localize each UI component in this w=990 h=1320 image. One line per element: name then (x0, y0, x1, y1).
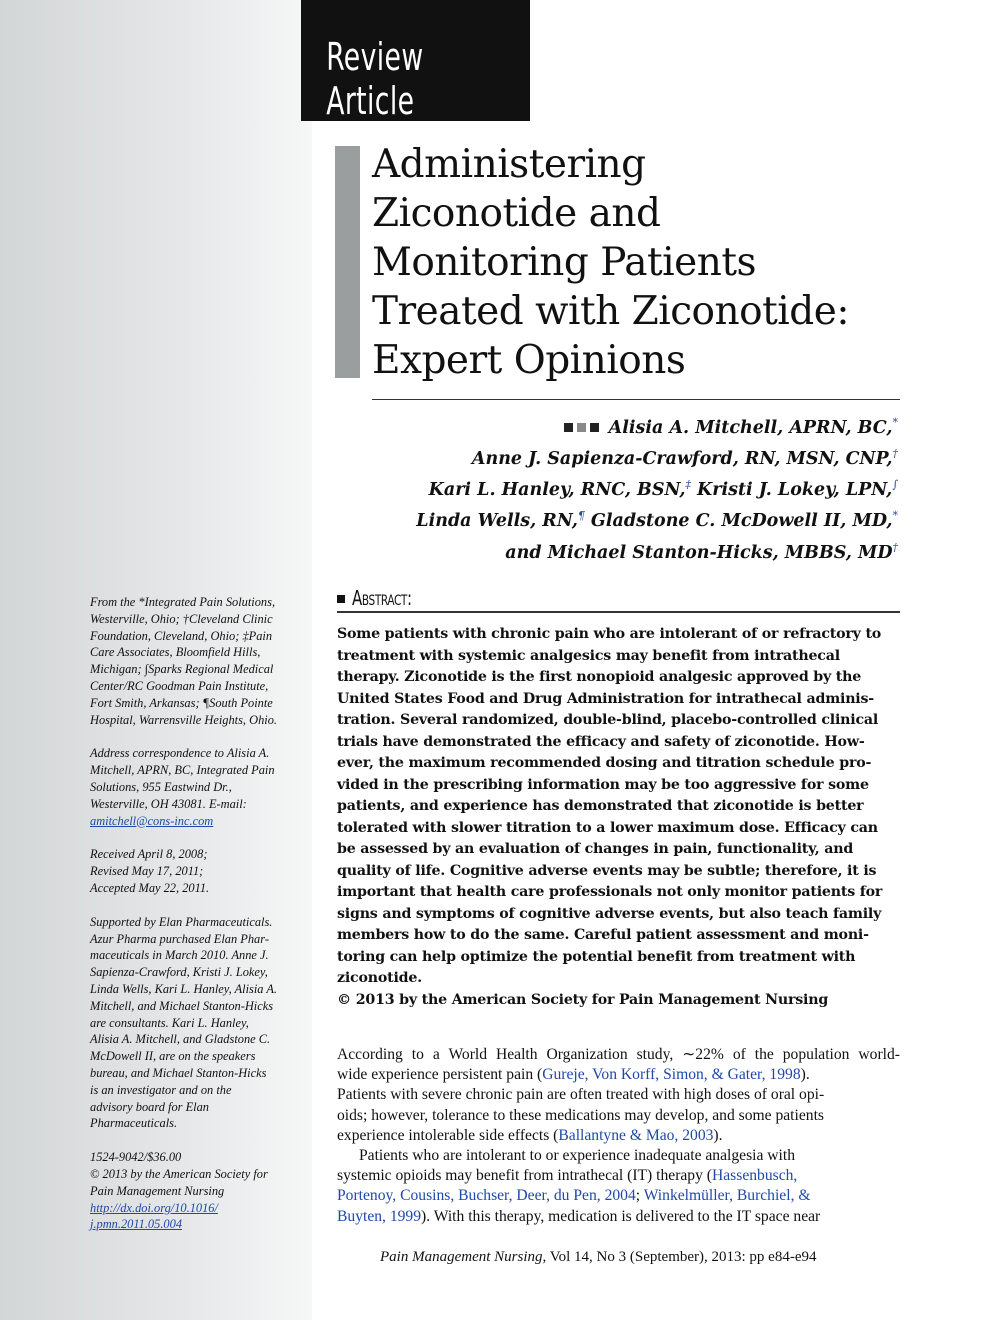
body-line (337, 1146, 900, 1166)
citation-link[interactable]: Winkelmüller, Burchiel, & (643, 1187, 811, 1205)
abstract-line: United States Food and Drug Administration for intrathecal adminis- (337, 690, 874, 707)
body-text-run: systemic opioids may benefit from intrathecal (IT) therapy ( (337, 1167, 712, 1185)
body-text-run: experience intolerable side effects ( (337, 1126, 559, 1144)
abstract-line: members how to do the same. Careful patient assessment and moni- (337, 927, 869, 943)
citation-link[interactable]: Hassenbusch, (712, 1167, 798, 1185)
abstract-line: ziconotide. (337, 970, 422, 986)
abstract-line: signs and symptoms of cognitive adverse events, but also teach family (337, 905, 882, 922)
abstract-line: ever, the maximum recommended dosing and titration schedule pro- (337, 755, 872, 771)
body-line (337, 1126, 900, 1146)
body-text-run: Patients who are intolerant to or experience inadequate analgesia with (359, 1147, 796, 1165)
body-line: Patients with severe chronic pain are often treated with high doses of oral opi- (337, 1086, 825, 1104)
affiliation-mark[interactable]: ¶ (577, 509, 585, 523)
body-line (337, 1166, 900, 1186)
author-line (416, 535, 898, 566)
affiliation-mark[interactable]: * (892, 509, 898, 523)
abstract-line: quality of life. Cognitive adverse events may be subtle; therefore, it is (337, 862, 877, 879)
title-line: Treated with Ziconotide: (372, 289, 849, 334)
sidebar-line: Solutions, 955 Eastwind Dr., (90, 779, 232, 794)
journal-name: Pain Management Nursing (380, 1249, 543, 1265)
sidebar-line: Revised May 17, 2011; (90, 864, 204, 879)
abstract-line: tration. Several randomized, double-blind, placebo-controlled clinical (337, 712, 879, 728)
journal-citation: , Vol 14, No 3 (September), 2013: pp e84-e94 (542, 1249, 817, 1265)
body-text (337, 1045, 900, 1227)
square-bullet-icon (564, 423, 573, 432)
journal-footer (380, 1249, 900, 1266)
sidebar-line: © 2013 by the American Society for (90, 1166, 268, 1181)
author-line (416, 472, 898, 503)
author-name: Alisia A. Mitchell, APRN, BC, (608, 417, 893, 438)
article-type-label: Review Article (326, 34, 424, 123)
doi-link[interactable]: j.pmn.2011.05.004 (90, 1217, 183, 1232)
citation-link[interactable]: Portenoy, Cousins, Buchser, Deer, du Pen, 2004 (337, 1187, 636, 1205)
sidebar-line: Pain Management Nursing (90, 1183, 225, 1198)
square-bullet-icon (337, 595, 345, 603)
dates-block (90, 846, 305, 896)
abstract-body (337, 624, 900, 1011)
sidebar-line: bureau, and Michael Stanton-Hicks (90, 1065, 267, 1080)
article-title (372, 140, 932, 385)
citation-link[interactable]: Ballantyne & Mao, 2003 (558, 1126, 714, 1144)
citation-link[interactable]: Buyten, 1999 (337, 1207, 422, 1225)
author-name: Kari L. Hanley, RNC, BSN, (428, 480, 686, 501)
abstract-line: therapy. Ziconotide is the first nonopioid analgesic approved by the (337, 669, 862, 685)
affiliation-mark[interactable]: * (892, 416, 898, 429)
abstract-line: important that health care professionals not only monitor patients for (337, 884, 883, 900)
email-link[interactable]: amitchell@cons-inc.com (90, 813, 214, 828)
abstract-line: tolerated with slower titration to a lower maximum dose. Efficacy can (337, 819, 878, 836)
abstract-heading-label: Abstract: (352, 586, 412, 610)
author-name: Linda Wells, RN, (416, 511, 578, 532)
sidebar-line: Linda Wells, Kari L. Hanley, Alisia A. (90, 981, 278, 996)
affiliation-mark[interactable]: ‡ (685, 478, 691, 492)
issn-block (90, 1149, 305, 1233)
sidebar-line: Mitchell, and Michael Stanton-Hicks (90, 998, 274, 1013)
sidebar-line: are consultants. Kari L. Hanley, (90, 1015, 249, 1030)
abstract-line: toring can help optimize the potential benefit from treatment with (337, 948, 856, 965)
sidebar-line: Foundation, Cleveland, Ohio; ‡Pain (90, 628, 273, 643)
abstract-heading (337, 586, 432, 610)
title-line: Expert Opinions (372, 338, 686, 383)
abstract-line: be assessed by an evaluation of changes in pain, functionality, and (337, 841, 854, 857)
abstract-line: vided in the prescribing information may be too aggressive for some (337, 776, 869, 793)
sidebar-line: is an investigator and on the (90, 1082, 232, 1097)
body-line (337, 1186, 900, 1206)
body-text-run: wide experience persistent pain ( (337, 1066, 543, 1084)
affiliations-block (90, 594, 305, 728)
abstract-line: patients, and experience has demonstrated that ziconotide is better (337, 798, 864, 814)
correspondence-block (90, 745, 305, 829)
author-line (416, 503, 898, 534)
author-list (416, 410, 898, 566)
author-name: Kristi J. Lokey, LPN, (690, 480, 893, 501)
body-text-run: ). (800, 1066, 810, 1084)
author-name: and Michael Stanton-Hicks, MBBS, MD (505, 542, 893, 563)
title-divider (372, 399, 900, 400)
body-line (337, 1207, 900, 1227)
author-line (416, 410, 898, 441)
sidebar-line: maceuticals in March 2010. Anne J. (90, 948, 269, 963)
affiliation-mark[interactable]: ∫ (892, 478, 898, 492)
sidebar-line: Accepted May 22, 2011. (90, 880, 210, 895)
sidebar-line: Center/RC Goodman Pain Institute, (90, 678, 269, 693)
abstract-line: Some patients with chronic pain who are intolerant of or refractory to (337, 626, 882, 642)
abstract-line: trials have demonstrated the efficacy and safety of ziconotide. How- (337, 733, 865, 750)
title-accent-bar (335, 146, 360, 378)
sidebar-line: Alisia A. Mitchell, and Gladstone C. (90, 1032, 271, 1047)
square-bullet-icon (590, 423, 599, 432)
sidebar-line: Supported by Elan Pharmaceuticals. (90, 914, 273, 929)
author-name: Gladstone C. McDowell II, MD, (584, 511, 893, 532)
support-block (90, 914, 305, 1132)
sidebar-line: Westerville, OH 43081. E-mail: (90, 796, 247, 811)
sidebar-line: Hospital, Warrensville Heights, Ohio. (90, 712, 278, 727)
square-bullet-icon (577, 423, 586, 432)
affiliation-mark[interactable]: † (892, 447, 898, 461)
body-line: oids; however, tolerance to these medications may develop, and some patients (337, 1106, 824, 1124)
sidebar-line: From the *Integrated Pain Solutions, (90, 595, 276, 609)
article-info-sidebar (90, 594, 305, 1250)
body-text-run: ). With this therapy, medication is delivered to the IT space near (421, 1207, 821, 1225)
title-line: Administering (372, 142, 646, 187)
sidebar-line: Azur Pharma purchased Elan Phar- (90, 931, 269, 946)
title-line: Ziconotide and (372, 191, 661, 236)
citation-link[interactable]: Gureje, Von Korff, Simon, & Gater, 1998 (542, 1066, 801, 1084)
title-line: Monitoring Patients (372, 240, 757, 285)
sidebar-line: Pharmaceuticals. (90, 1116, 178, 1131)
sidebar-line: Mitchell, APRN, BC, Integrated Pain (90, 763, 275, 778)
sidebar-line: advisory board for Elan (90, 1099, 209, 1114)
sidebar-line: Michigan; ∫Sparks Regional Medical (90, 662, 274, 677)
abstract-copyright: © 2013 by the American Society for Pain Management Nursing (337, 991, 829, 1008)
author-name: Anne J. Sapienza-Crawford, RN, MSN, CNP, (471, 448, 893, 469)
affiliation-mark[interactable]: † (892, 540, 898, 554)
sidebar-line: Received April 8, 2008; (90, 847, 208, 862)
abstract-divider (337, 611, 900, 613)
issn-price: 1524-9042/$36.00 (90, 1150, 182, 1165)
body-line (337, 1065, 900, 1085)
sidebar-line: Sapienza-Crawford, Kristi J. Lokey, (90, 965, 268, 980)
body-line: According to a World Health Organization study, ∼22% of the population world- (337, 1046, 900, 1063)
sidebar-line: McDowell II, are on the speakers (90, 1049, 256, 1064)
sidebar-line: Care Associates, Bloomfield Hills, (90, 645, 261, 660)
sidebar-line: Address correspondence to Alisia A. (90, 746, 270, 761)
body-text-run: ). (713, 1126, 723, 1144)
sidebar-line: Fort Smith, Arkansas; ¶South Pointe (90, 695, 273, 710)
article-type-banner (301, 0, 530, 121)
body-text-run: ; (635, 1187, 644, 1205)
author-line (416, 441, 898, 472)
sidebar-line: Westerville, Ohio; †Cleveland Clinic (90, 611, 273, 626)
abstract-line: treatment with systemic analgesics may benefit from intrathecal (337, 647, 840, 664)
doi-link[interactable]: http://dx.doi.org/10.1016/ (90, 1200, 218, 1215)
